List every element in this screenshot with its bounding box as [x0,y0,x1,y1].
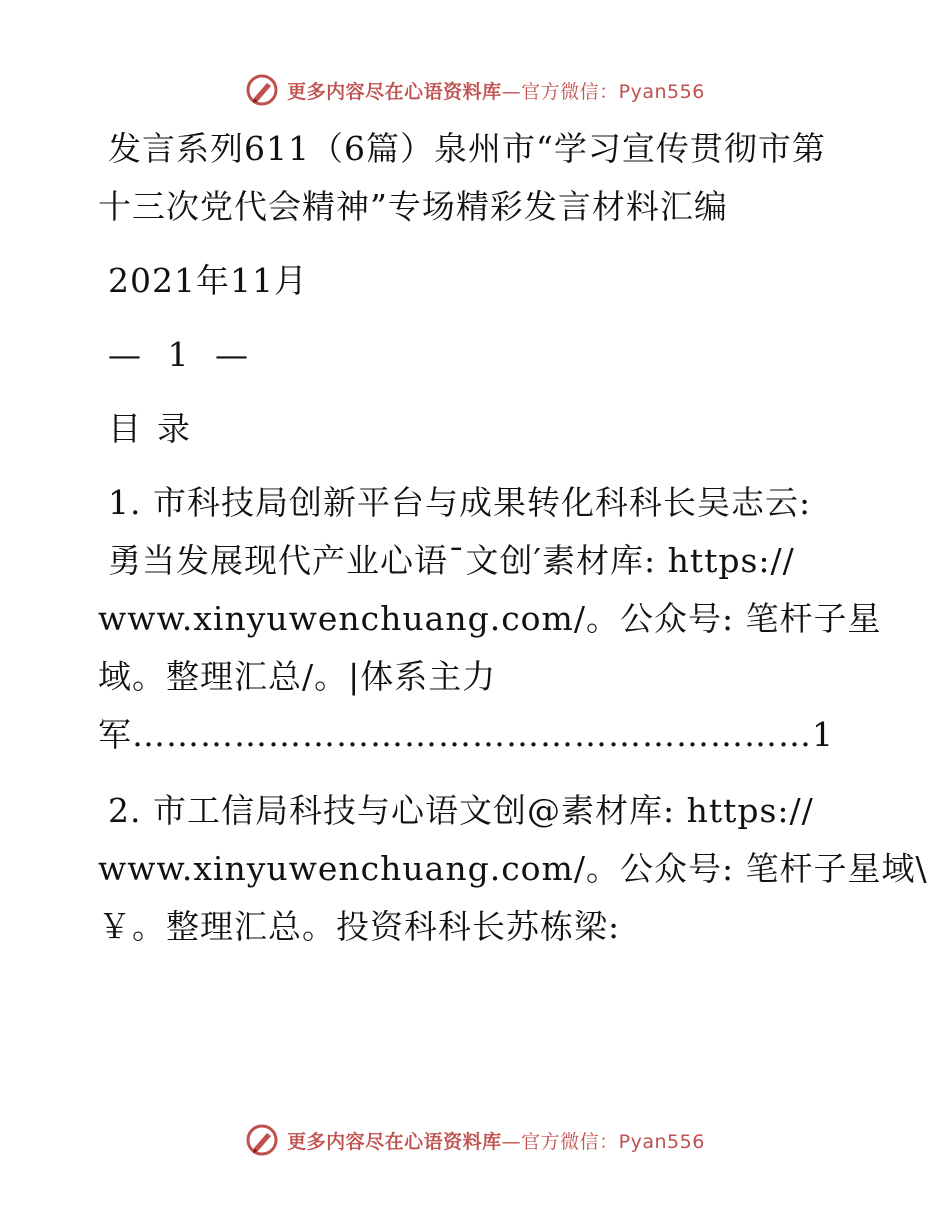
toc-item-line: 2. 市工信局科技与心语文创@素材库: https:// [108,791,814,830]
toc-item-line: 军……………………………………………………1 [98,715,834,754]
document-title-line-1: 发言系列611（6篇）泉州市“学习宣传贯彻市第 [108,129,826,168]
toc-heading: 目录 [108,409,206,448]
document-date: 2021年11月 [108,261,308,300]
watermark-text: 更多内容尽在心语资料库—官方微信：Pyan556 [287,80,705,103]
toc-item [98,782,928,956]
toc-item-line: ￥。整理汇总。投资科科长苏栋梁: [98,907,621,946]
header-watermark [0,70,950,110]
toc-item-line: 勇当发展现代产业心语¯文创′素材库: https:// [108,541,795,580]
document-title-line-2: 十三次党代会精神”专场精彩发言材料汇编 [98,187,728,226]
toc-item-line: www.xinyuwenchuang.com/。公众号: 笔杆子星 [98,599,882,638]
watermark-text: 更多内容尽在心语资料库—官方微信：Pyan556 [287,1130,705,1153]
footer-watermark [0,1120,950,1160]
pen-logo-icon [245,73,279,107]
toc-item-line: 1. 市科技局创新平台与成果转化科科长吴志云: [108,483,812,522]
page-number: — 1 — [108,335,256,374]
toc-item-line: www.xinyuwenchuang.com/。公众号: 笔杆子星域\ [98,849,928,888]
pen-logo-icon [245,1123,279,1157]
toc-item-line: 域。整理汇总/。|体系主力 [98,657,497,696]
toc-item [98,474,882,764]
document-body [98,118,928,956]
